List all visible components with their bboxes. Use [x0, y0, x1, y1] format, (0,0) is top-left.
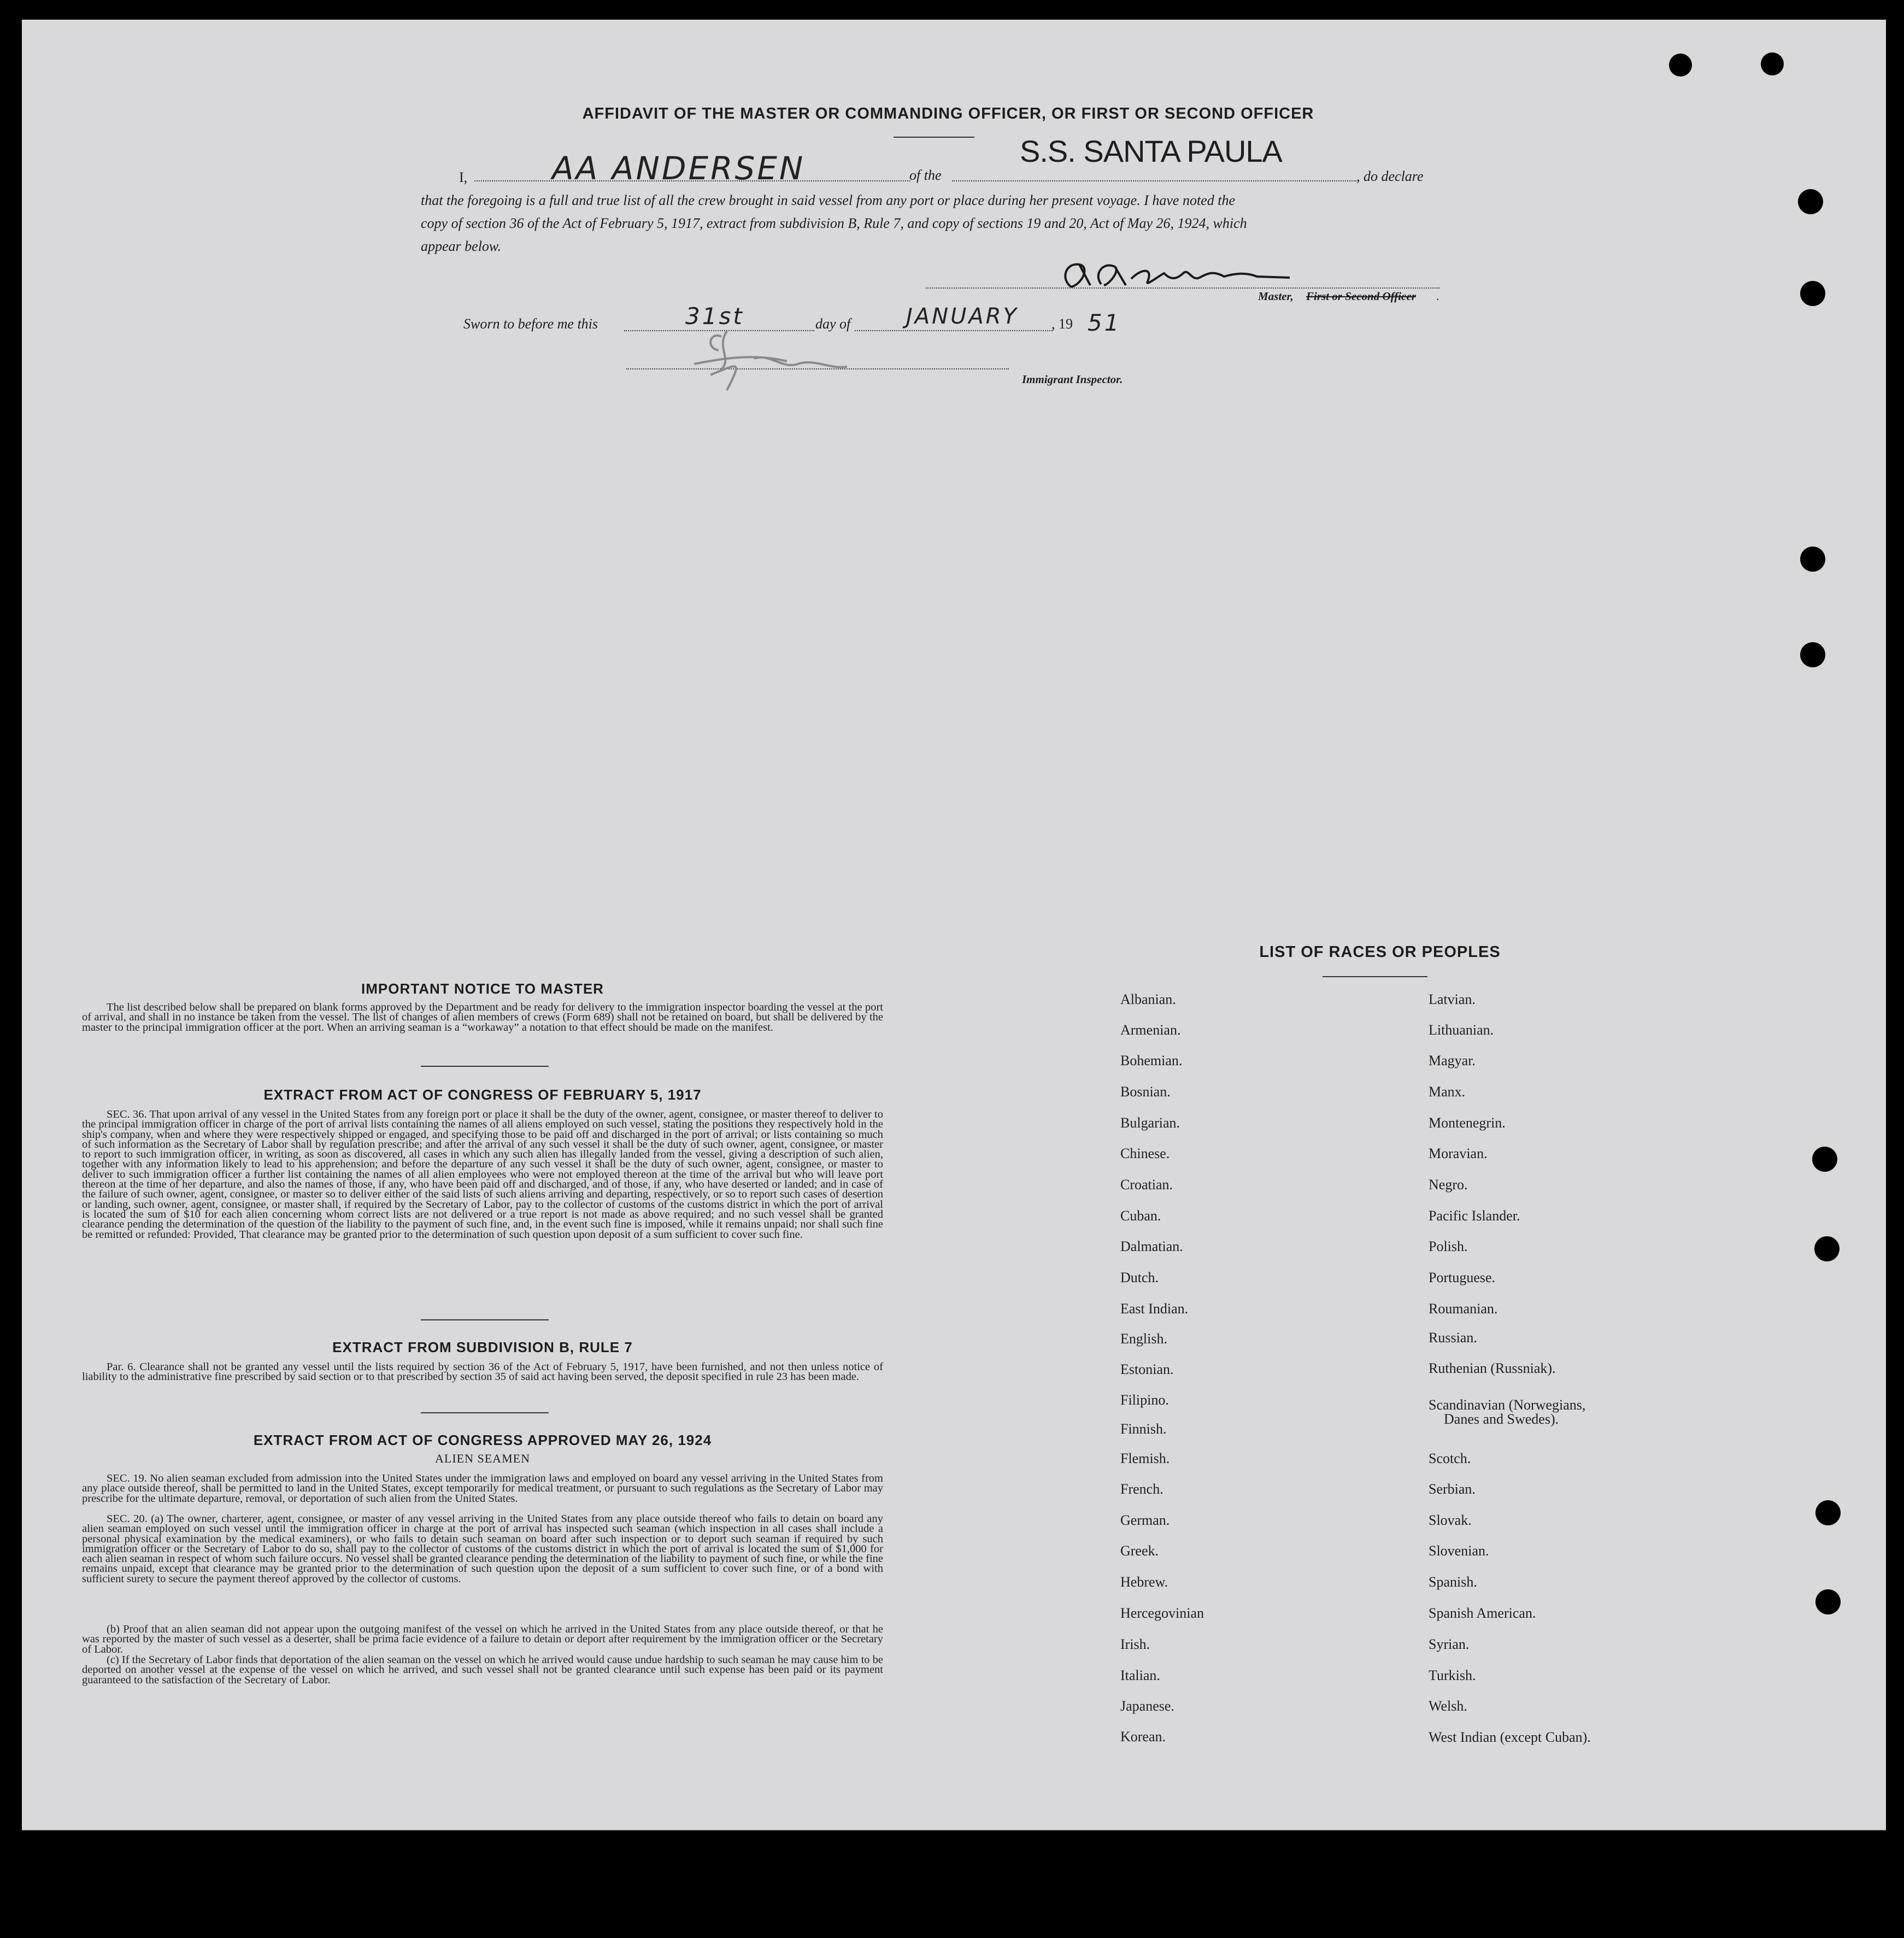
punch-hole: [1800, 547, 1825, 572]
extract-1917-text: SEC. 36. That upon arrival of any vessel in the United States from any foreign port or place it shall be the duty of the owner, agent, consignee, or master thereof to deliver to the principal immigration officer in charge of the port of arrival lists containing the names of all aliens employed on such vessel, stating the positions they respectively hold in the ship's company, when and where they were respectively shipped or engaged, and specifying those to be paid off and discharged in the port of arrival; or lists containing so much of such information as the Secretary of Labor shall by regulation prescribe; and after the arrival of any such vessel it shall be the duty of such owner, agent, consignee, or master to report to such immigration officer, in writing, as soon as discovered, all cases in which any such alien has illegally landed from the vessel, giving a description of such alien, together with any information likely to lead to his apprehension; and before the departure of any such vessel it shall be the duty of such owner, agent, consignee, or master to deliver to such immigration officer a further list containing the names of all alien employees who were not employed thereon at the time of the arrival but who will leave port thereon at the time of her departure, and also the names of those, if any, who have been paid off and discharged, and of those, if any, who have deserted or landed; and in case of the failure of such owner, agent, consignee, or master so to deliver either of the said lists of such aliens arriving and departing, respectively, or so to report such cases of desertion or landing, such owner, agent, consignee, or master shall, if required by the Secretary of Labor, pay to the collector of customs of the customs district in which the port of arrival is located the sum of $10 for each alien concerning whom correct lists are not delivered or a true report is not made as above required; and no such vessel shall be granted clearance pending the determination of the question of the liability to the payment of such fine, and, in the event such fine is imposed, while it remains unpaid; nor shall such fine be remitted or refunded: Provided, That clearance may be granted prior to the determination of such question upon deposit of a sum sufficient to cover such fine.: [82, 1108, 883, 1241]
do-declare-label: , do declare: [1356, 168, 1424, 184]
race-list-item: Scotch.: [1429, 1450, 1471, 1466]
race-list-item: West Indian (except Cuban).: [1429, 1729, 1591, 1745]
race-list-item: Bosnian.: [1120, 1084, 1171, 1100]
punch-hole: [1815, 1500, 1841, 1525]
races-heading-rule: [1323, 976, 1427, 977]
race-list-item: Pacific Islander.: [1429, 1208, 1520, 1224]
race-list-item: Chinese.: [1120, 1146, 1170, 1161]
race-list-item: Polish.: [1429, 1238, 1468, 1254]
punch-hole: [1669, 54, 1692, 77]
race-list-item: Magyar.: [1429, 1053, 1476, 1068]
punch-hole: [1798, 189, 1823, 214]
race-list-item: Bohemian.: [1120, 1053, 1183, 1068]
punch-hole: [1761, 52, 1784, 75]
sworn-day: 31st: [685, 303, 744, 330]
punch-hole: [1800, 642, 1825, 667]
section-rule: [421, 1319, 549, 1320]
race-list-item: Flemish.: [1120, 1450, 1170, 1466]
race-list-item: Lithuanian.: [1429, 1022, 1494, 1038]
rule7-heading: EXTRACT FROM SUBDIVISION B, RULE 7: [332, 1339, 633, 1355]
vessel-name: S.S. SANTA PAULA: [1020, 134, 1282, 168]
year-suffix: 51: [1088, 309, 1121, 336]
race-list-item: Negro.: [1429, 1177, 1468, 1193]
race-list-item: Dalmatian.: [1120, 1238, 1183, 1254]
inspector-label: Immigrant Inspector.: [1022, 373, 1123, 386]
race-list-item: Irish.: [1120, 1636, 1150, 1652]
race-list-item: Dutch.: [1120, 1270, 1159, 1285]
of-the-label: of the: [909, 167, 942, 183]
race-list-item: Russian.: [1429, 1330, 1477, 1346]
section-rule: [421, 1412, 549, 1413]
race-list-item: Latvian.: [1429, 991, 1476, 1007]
race-list-item: Estonian.: [1120, 1361, 1174, 1377]
race-list-item: Albanian.: [1120, 991, 1176, 1007]
race-list-item: Japanese.: [1120, 1698, 1174, 1714]
race-list-item: Armenian.: [1120, 1022, 1181, 1038]
master-name: AA ANDERSEN: [552, 150, 806, 187]
sec20b-text: (b) Proof that an alien seaman did not appear upon the outgoing manifest of the vessel on which he arrived in the United States from any place outside thereof, or that he was reported by the master of such vessel as a deserter, shall be prima facie evidence of a failure to detain or deport after requirement by the immigration officer or the Secretary of Labor.: [82, 1623, 883, 1655]
punch-hole: [1800, 281, 1825, 306]
sec20a-text: SEC. 20. (a) The owner, charterer, agent, consignee, or master of any vessel arriving in the United States from any place outside thereof who fails to detain on board any alien seaman employed on such vessel until the immigration officer in charge at the port of arrival has inspected such seaman (which inspection in all cases shall include a personal physical examination by the medical examiners), or who fails to detain such seaman on board after such inspection or to deport such seaman if required by such immigration officer or the Secretary of Labor to do so, shall pay to the collector of customs of the customs district in which the port of arrival is located the sum of $1,000 for each alien seaman in respect of whom such failure occurs. No vessel shall be granted clearance pending the determination of the liability to payment of such fine, or while the fine remains unpaid, except that clearance may be granted prior to the determination of such question upon the deposit of a sum sufficient to cover such fine, or of a bond with sufficient surety to secure the payment thereof approved by the collector of customs.: [82, 1513, 883, 1585]
declaration-line-3: appear below.: [421, 238, 501, 254]
race-list-item: Bulgarian.: [1120, 1115, 1180, 1131]
race-list-item: French.: [1120, 1481, 1163, 1497]
race-list-item: Turkish.: [1429, 1667, 1476, 1683]
race-list-item: Croatian.: [1120, 1177, 1173, 1193]
declaration-line-1: that the foregoing is a full and true list of all the crew brought in said vessel from any port or place during her present voyage. I have noted the: [421, 192, 1235, 208]
i-label: I,: [459, 169, 468, 185]
race-list-item: Ruthenian (Russniak).: [1429, 1360, 1556, 1376]
inspector-signature: [689, 326, 973, 397]
punch-hole: [1812, 1147, 1837, 1172]
heading-rule: [894, 137, 974, 138]
extract-1924-heading: EXTRACT FROM ACT OF CONGRESS APPROVED MAY 26, 1924: [253, 1432, 712, 1448]
race-list-item: Danes and Swedes).: [1444, 1411, 1559, 1427]
race-list-item: Welsh.: [1429, 1698, 1467, 1714]
race-list-item: Korean.: [1120, 1729, 1166, 1745]
notice-heading: IMPORTANT NOTICE TO MASTER: [361, 980, 604, 997]
race-list-item: Spanish American.: [1429, 1605, 1536, 1621]
day-of-label: day of: [815, 316, 851, 332]
race-list-item: Portuguese.: [1429, 1270, 1496, 1285]
punch-hole: [1815, 1589, 1841, 1614]
race-list-item: Montenegrin.: [1429, 1115, 1506, 1131]
sec20c-text: (c) If the Secretary of Labor finds that deportation of the alien seaman on the vessel on which he arrived would cause undue hardship to such seaman he may cause him to be deported on another vessel at the expense of the vessel on which he arrived, and such vessel shall not be granted clearance until such expense has been paid or its payment guaranteed to the satisfaction of the Secretary of Labor.: [82, 1654, 883, 1686]
race-list-item: Cuban.: [1120, 1208, 1161, 1224]
race-list-item: Greek.: [1120, 1543, 1159, 1559]
punch-hole: [1814, 1236, 1840, 1261]
race-list-item: Scandinavian (Norwegians,: [1429, 1397, 1586, 1413]
signer-title-master: Master,: [1258, 290, 1294, 303]
section-rule: [421, 1066, 549, 1067]
signer-title-period: .: [1436, 290, 1439, 303]
rule7-text: Par. 6. Clearance shall not be granted any vessel until the lists required by section 36 of the Act of February 5, 1917, have been furnished, and not then unless notice of liability to the administrative fine prescribed by said section or to that prescribed by section 35 of said act having been served, the deposit specified in rule 23 has been made.: [82, 1361, 883, 1383]
race-list-item: Filipino.: [1120, 1392, 1169, 1408]
race-list-item: Moravian.: [1429, 1146, 1488, 1161]
race-list-item: Roumanian.: [1429, 1301, 1498, 1317]
race-list-item: German.: [1120, 1512, 1170, 1528]
affidavit-heading: AFFIDAVIT OF THE MASTER OR COMMANDING OFFICER, OR FIRST OR SECOND OFFICER: [582, 105, 1314, 122]
races-heading: LIST OF RACES OR PEOPLES: [1259, 943, 1501, 961]
race-list-item: East Indian.: [1120, 1301, 1189, 1317]
race-list-item: Syrian.: [1429, 1636, 1470, 1652]
race-list-item: Slovak.: [1429, 1512, 1472, 1528]
alien-seamen-subheading: ALIEN SEAMEN: [435, 1452, 530, 1465]
sworn-label: Sworn to before me this: [463, 316, 598, 332]
signer-title-struck: First or Second Officer: [1306, 290, 1416, 303]
notice-text: The list described below shall be prepared on blank forms approved by the Department and be ready for delivery to the immigration inspector boarding the vessel at the port of arrival, and shall in no instance be taken from the vessel. The list of changes of alien members of crews (Form 689) shall not be retained on board, but shall be delivered by the master to the principal immigration officer at the port. When an arriving seaman is a “workaway” a notation to that effect should be made on the manifest.: [82, 1001, 883, 1033]
race-list-item: Manx.: [1429, 1084, 1466, 1100]
race-list-item: English.: [1120, 1331, 1167, 1347]
race-list-item: Serbian.: [1429, 1481, 1476, 1497]
declaration-line-2: copy of section 36 of the Act of February 5, 1917, extract from subdivision B, Rule 7, and copy of sections 19 and 20, Act of May 26, 1924, which: [421, 215, 1247, 231]
race-list-item: Hercegovinian: [1120, 1605, 1204, 1621]
race-list-item: Hebrew.: [1120, 1574, 1168, 1590]
year-prefix: , 19: [1051, 316, 1073, 332]
vessel-name-line: [952, 180, 1356, 181]
extract-1917-heading: EXTRACT FROM ACT OF CONGRESS OF FEBRUARY 5, 1917: [263, 1087, 702, 1103]
race-list-item: Italian.: [1120, 1667, 1160, 1683]
race-list-item: Finnish.: [1120, 1421, 1167, 1437]
race-list-item: Slovenian.: [1429, 1543, 1489, 1559]
race-list-item: Spanish.: [1429, 1574, 1477, 1590]
sworn-month: JANUARY: [906, 304, 1019, 329]
sec19-text: SEC. 19. No alien seaman excluded from admission into the United States under the immigration laws and employed on board any vessel arriving in the United States from any place outside thereof, shall be permitted to land in the United States, except temporarily for medical treatment, or pursuant to such regulations as the Secretary of Labor may prescribe for the ultimate departure, removal, or deportation of such alien from the United States.: [82, 1472, 883, 1505]
